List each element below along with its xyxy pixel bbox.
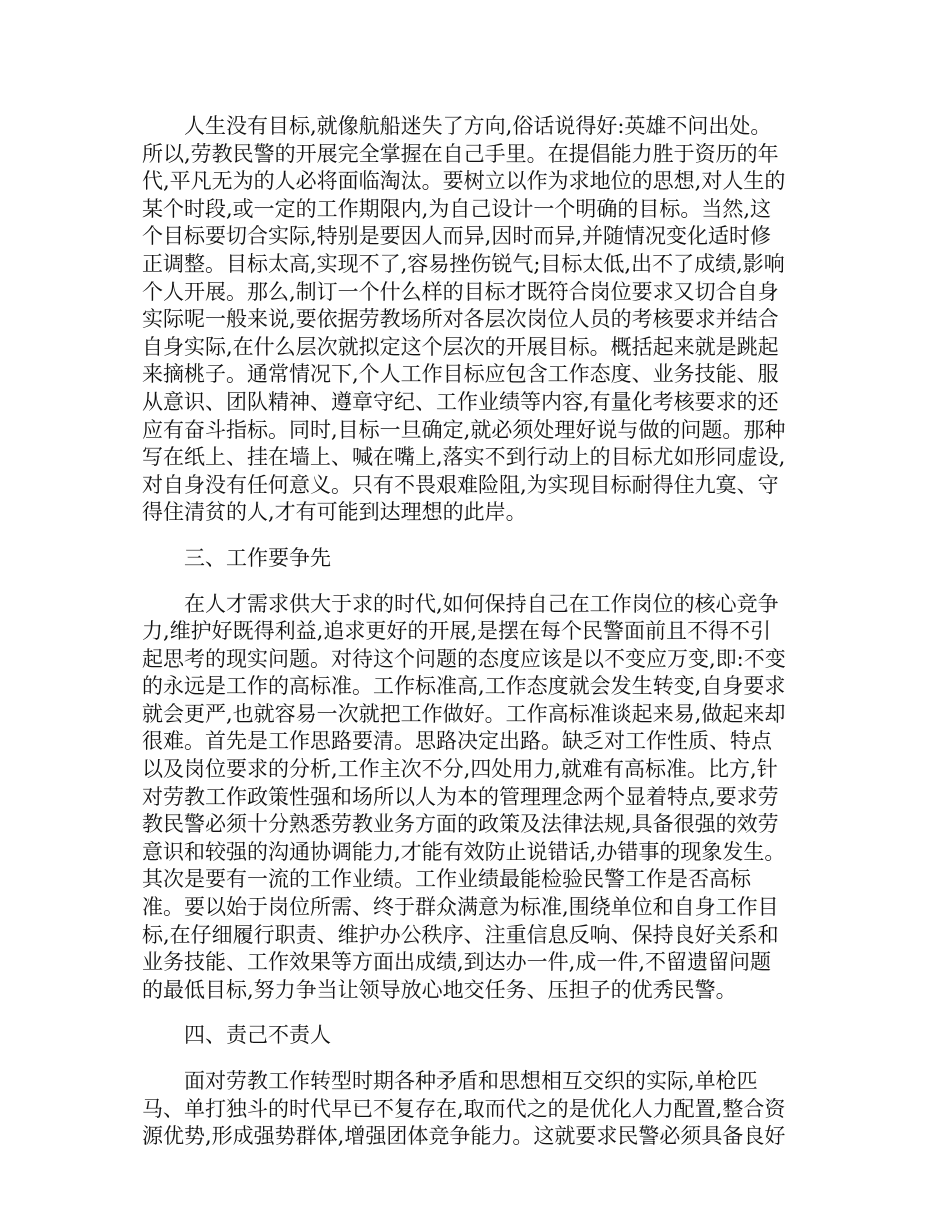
text-line: 个目标要切合实际,特别是要因人而异,因时而异,并随情况变化适时修: [142, 224, 772, 249]
paragraph-gap: [142, 1004, 810, 1022]
text-line: 实际呢一般来说,要依据劳教场所对各层次岗位人员的考核要求并结合: [142, 307, 779, 332]
text-line: 写在纸上、挂在墙上、喊在嘴上,落实不到行动上的目标尤如形同虚设,: [142, 445, 786, 470]
paragraph-gap: [142, 573, 810, 591]
text-line: 自身实际,在什么层次就拟定这个层次的开展目标。概括起来就是跳起: [142, 334, 779, 359]
text-line: 面对劳教工作转型时期各种矛盾和思想相互交织的实际,单枪匹: [184, 1069, 758, 1093]
text-line: 其次是要有一流的工作业绩。工作业绩最能检验民警工作是否高标: [142, 867, 751, 892]
text-line: 对劳教工作政策性强和场所以人为本的管理理念两个显着特点,要求劳: [142, 784, 779, 809]
text-line: 来摘桃子。通常情况下,个人工作目标应包含工作态度、业务技能、服: [142, 362, 779, 387]
section-heading-3: 三、工作要争先: [184, 545, 331, 570]
text-line: 就会更严,也就容易一次就把工作做好。工作高标准谈起来易,做起来却: [142, 701, 786, 726]
text-line: 以及岗位要求的分析,工作主次不分,四处用力,就难有高标准。比方,针: [142, 757, 778, 782]
text-line: 马、单打独斗的时代早已不复存在,取而代之的是优化人力配置,整合资: [142, 1096, 786, 1121]
section-heading-4: 四、责己不责人: [184, 1023, 331, 1048]
text-line: 应有奋斗指标。同时,目标一旦确定,就必须处理好说与做的问题。那种: [142, 417, 786, 442]
text-line: 个人开展。那么,制订一个什么样的目标才既符合岗位要求又切合自身: [142, 279, 779, 304]
paragraph-gap: [142, 1050, 810, 1068]
text-line: 正调整。目标太高,实现不了,容易挫伤锐气;目标太低,出不了成绩,影响: [142, 251, 785, 276]
text-line: 意识和较强的沟通协调能力,才能有效防止说错话,办错事的现象发生。: [142, 839, 786, 864]
text-line: 人生没有目标,就像航船迷失了方向,俗话说得好:英雄不问出处。: [184, 114, 772, 138]
paragraph-self-responsibility: [142, 1068, 810, 1151]
paragraph-goals: [142, 113, 810, 527]
text-line: 很难。首先是工作思路要清。思路决定出路。缺乏对工作性质、特点: [142, 729, 772, 754]
text-line: 所以,劳教民警的开展完全掌握在自己手里。在提倡能力胜于资历的年: [142, 141, 779, 166]
text-line: 的永远是工作的高标准。工作标准高,工作态度就会发生转变,自身要求: [142, 674, 786, 699]
text-line: 源优势,形成强势群体,增强团体竞争能力。这就要求民警必须具备良好: [142, 1124, 786, 1149]
text-line: 在人才需求供大于求的时代,如何保持自己在工作岗位的核心竞争: [184, 591, 779, 616]
text-line: 准。要以始于岗位所需、终于群众满意为标准,围绕单位和自身工作目: [142, 895, 779, 920]
text-line: 对自身没有任何意义。只有不畏艰难险阻,为实现目标耐得住九寞、守: [142, 472, 779, 497]
text-line: 代,平凡无为的人必将面临淘汰。要树立以作为求地位的思想,对人生的: [142, 169, 786, 194]
paragraph-work-first: [142, 591, 810, 1005]
paragraph-gap: [142, 527, 810, 545]
text-line: 业务技能、工作效果等方面出成绩,到达办一件,成一件,不留遗留问题: [142, 950, 772, 975]
text-line: 教民警必须十分熟悉劳教业务方面的政策及法律法规,具备很强的效劳: [142, 812, 779, 837]
text-line: 得住清贫的人,才有可能到达理想的此岸。: [142, 500, 527, 525]
text-line: 某个时段,或一定的工作期限内,为自己设计一个明确的目标。当然,这: [142, 196, 772, 221]
text-line: 起思考的现实问题。对待这个问题的态度应该是以不变应万变,即:不变: [142, 646, 786, 671]
text-line: 的最低目标,努力争当让领导放心地交任务、压担子的优秀民警。: [142, 977, 737, 1002]
document-body: [142, 113, 810, 1151]
text-line: 力,维护好既得利益,追求更好的开展,是摆在每个民警面前且不得不引: [142, 619, 772, 644]
text-line: 从意识、团队精神、遵章守纪、工作业绩等内容,有量化考核要求的还: [142, 389, 779, 414]
text-line: 标,在仔细履行职责、维护办公秩序、注重信息反响、保持良好关系和: [142, 922, 779, 947]
